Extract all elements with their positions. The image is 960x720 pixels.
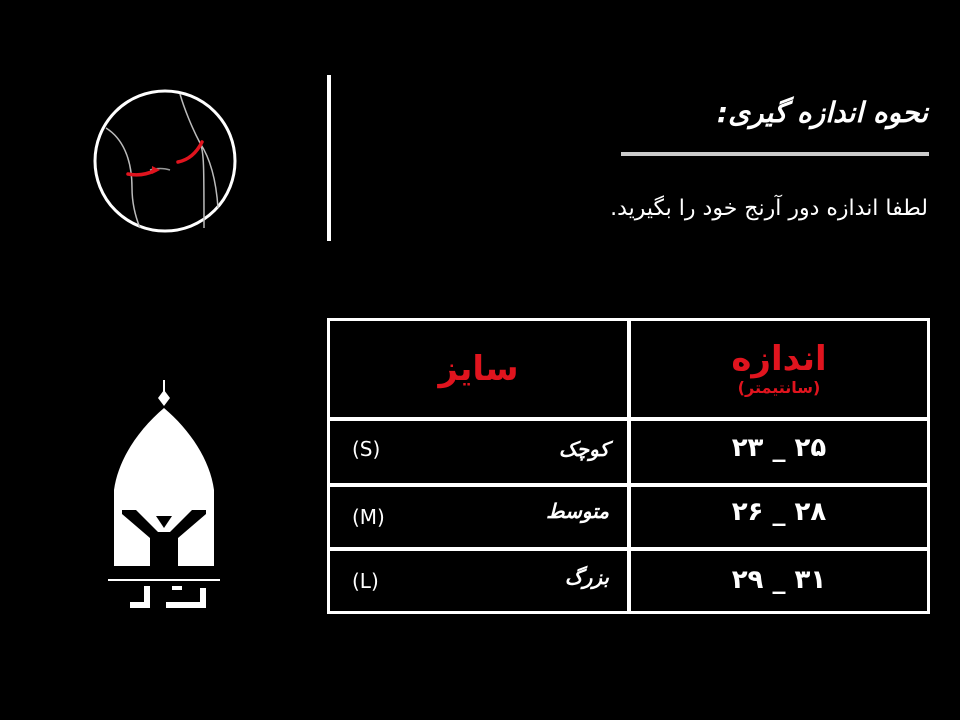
size-range: ۲۸ _ ۲۶ [731, 497, 827, 527]
header-measure-unit: (سانتیمتر) [737, 378, 821, 397]
page-title: نحوه اندازه گیری: [716, 96, 928, 129]
size-table [327, 318, 930, 614]
header-measure [631, 321, 927, 417]
header-measure-label: اندازه [731, 339, 827, 379]
size-name: کوچک [558, 437, 609, 461]
size-letter: (S) [352, 437, 381, 461]
size-name: بزرگ [564, 565, 609, 589]
helmet-logo-icon [108, 380, 220, 616]
size-name: متوسط [546, 499, 609, 523]
heading-underline [621, 152, 929, 156]
size-letter: (L) [352, 569, 379, 593]
table-row-divider [330, 483, 927, 487]
vertical-divider [327, 75, 331, 241]
size-letter: (M) [352, 505, 385, 529]
size-range: ۳۱ _ ۲۹ [731, 565, 827, 595]
table-row-divider [330, 417, 927, 421]
instruction-text: لطفا اندازه دور آرنج خود را بگیرید. [610, 196, 928, 221]
header-size: سایز [438, 349, 519, 389]
elbow-measurement-icon [92, 88, 238, 234]
table-row-divider [330, 547, 927, 551]
logo-text: یَل [108, 380, 110, 381]
size-range: ۲۵ _ ۲۳ [731, 433, 827, 463]
